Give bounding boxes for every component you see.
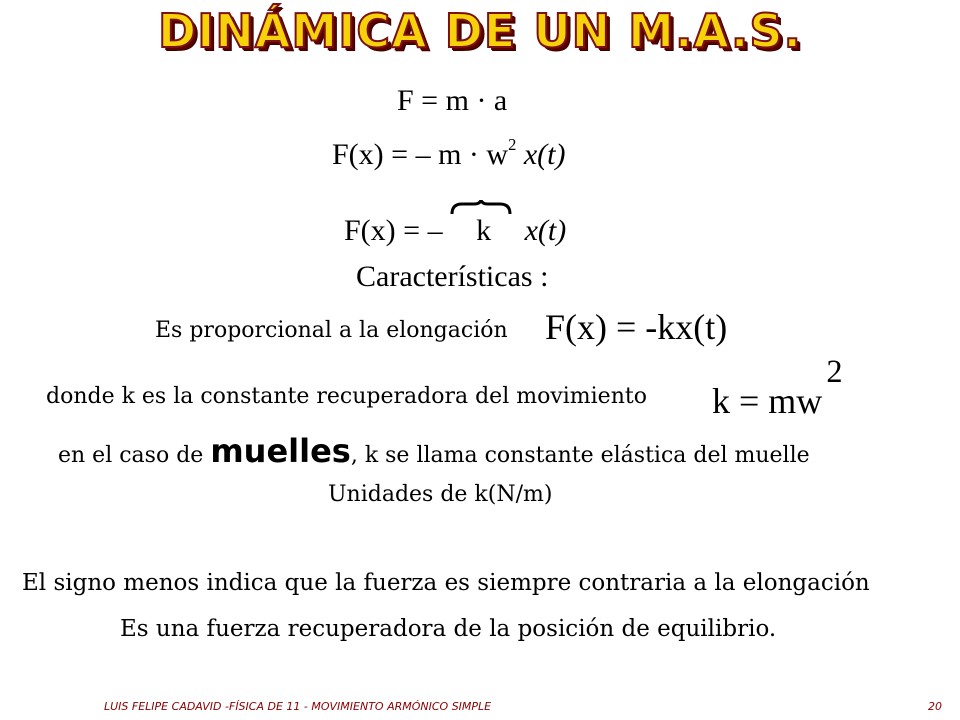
caracteristicas-heading: Características : — [356, 260, 549, 293]
signo-line: El signo menos indica que la fuerza es siempre contraria a la elongación — [22, 570, 870, 596]
equation-force-k-right: x(t) — [524, 214, 567, 247]
k-equation-exponent: 2 — [826, 354, 843, 391]
muelles-bold: muelles — [210, 432, 351, 470]
equation-force-k — [344, 214, 566, 248]
fuerza-line: Es una fuerza recuperadora de la posición de equilibrio. — [120, 616, 777, 642]
footer-author: LUIS FELIPE CADAVID -FÍSICA DE 11 - MOVIMIENTO ARMÓNICO SIMPLE — [104, 700, 492, 713]
k-equation — [712, 354, 843, 422]
slide-title: DINÁMICA DE UN M.A.S. — [158, 4, 802, 58]
equation-force-k-constant: k — [476, 214, 492, 247]
equation-force-mw2-left: F(x) = – m · w — [332, 138, 509, 171]
proporcional-text: Es proporcional a la elongación — [155, 318, 508, 343]
muelles-prefix: en el caso de — [58, 443, 204, 468]
equation-force-mw2 — [332, 134, 566, 172]
equation-force-mw2-exponent: 2 — [508, 134, 517, 154]
unidades-line: Unidades de k(N/m) — [328, 482, 553, 507]
muelles-line — [58, 432, 810, 470]
equation-force-mw2-right: x(t) — [523, 138, 566, 171]
equation-newton: F = m · a — [397, 84, 508, 117]
muelles-suffix: , k se llama constante elástica del muelle — [350, 443, 810, 468]
page-number: 20 — [928, 700, 942, 713]
donde-text: donde k es la constante recuperadora del movimiento — [46, 384, 647, 409]
proporcional-equation: F(x) = -kx(t) — [545, 307, 728, 347]
equation-force-k-left: F(x) = – — [344, 214, 443, 247]
k-equation-body: k = mw — [712, 381, 823, 421]
